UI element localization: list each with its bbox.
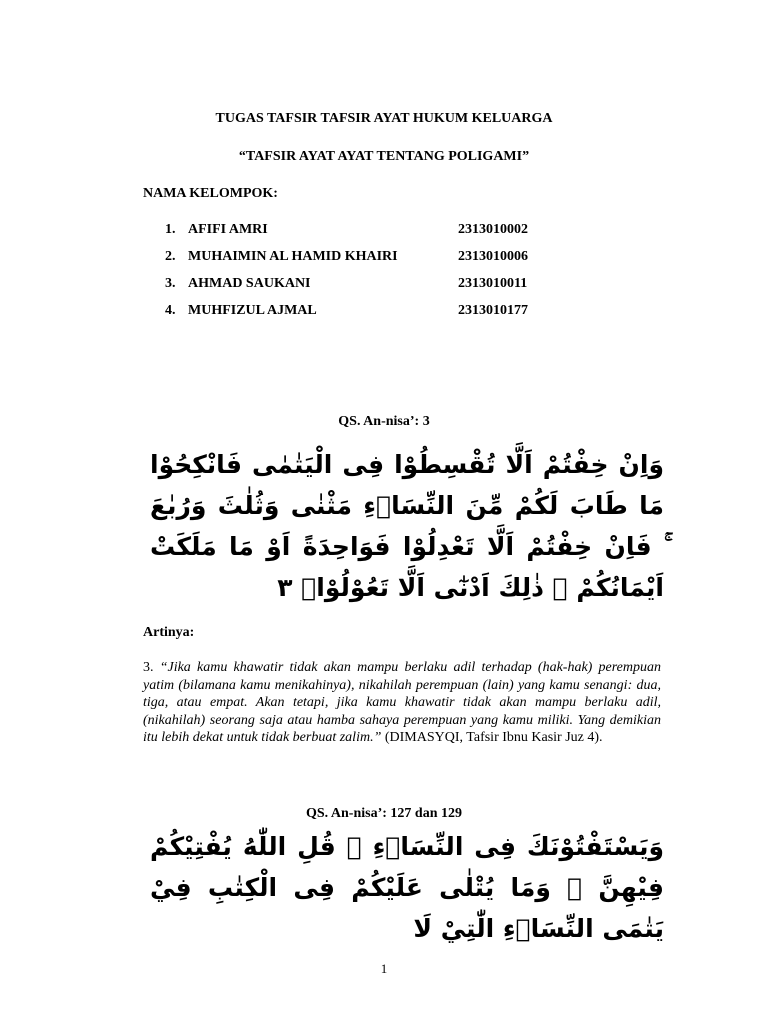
- arabic-verse: وَيَسْتَفْتُوْنَكَ فِى النِّسَاۤءِ ۗ قُلِ اللّٰهُ يُفْتِيْكُمْ فِيْهِنَّ ۙ وَمَا يُتْلٰى عَلَيْكُمْ فِى الْكِتٰبِ فِيْ يَتٰمَى النِّسَاۤءِ الّٰتِيْ لَا: [150, 832, 664, 943]
- member-number: 3.: [165, 276, 176, 291]
- member-name: AFIFI AMRI: [188, 222, 268, 237]
- member-number: 2.: [165, 249, 176, 264]
- document-title: TUGAS TAFSIR TAFSIR AYAT HUKUM KELUARGA: [215, 111, 553, 126]
- member-list: [165, 222, 585, 330]
- document-subtitle: “TAFSIR AYAT AYAT TENTANG POLIGAMI”: [238, 149, 530, 164]
- member-id: 2313010002: [458, 222, 528, 237]
- translation-paragraph: [143, 659, 661, 747]
- translation-source: (DIMASYQI, Tafsir Ibnu Kasir Juz 4).: [381, 730, 603, 745]
- group-heading: NAMA KELOMPOK:: [143, 186, 278, 201]
- list-item: [165, 249, 585, 276]
- member-id: 2313010177: [458, 303, 528, 318]
- section-title-qs-3: QS. An-nisa’: 3: [338, 414, 430, 429]
- translation-text: “Jika kamu khawatir tidak akan mampu berlaku adil terhadap (hak-hak) perempuan yatim (bilamana kamu menikahinya), nikahilah perempuan (lain) yang kamu senangi: dua, tiga, atau empat. Akan tetapi, jika kamu khawatir tidak akan mampu berlaku adil, (nikahilah) seorang saja atau hamba sahaya perempuan yang kamu miliki. Yang demikian itu lebih dekat untuk tidak berbuat zalim.”: [143, 660, 662, 745]
- page-number: 1: [380, 961, 388, 976]
- member-name: MUHAIMIN AL HAMID KHAIRI: [188, 249, 398, 264]
- member-number: 4.: [165, 303, 176, 318]
- list-item: [165, 303, 585, 330]
- member-id: 2313010006: [458, 249, 528, 264]
- member-name: MUHFIZUL AJMAL: [188, 303, 317, 318]
- member-number: 1.: [165, 222, 176, 237]
- member-name: AHMAD SAUKANI: [188, 276, 311, 291]
- section-title-qs-127-129: QS. An-nisa’: 127 dan 129: [306, 806, 462, 821]
- member-id: 2313010011: [458, 276, 528, 291]
- translation-number: 3.: [143, 660, 160, 675]
- list-item: [165, 222, 585, 249]
- list-item: [165, 276, 585, 303]
- translation-label: Artinya:: [143, 625, 195, 640]
- arabic-verse: وَاِنْ خِفْتُمْ اَلَّا تُقْسِطُوْا فِى الْيَتٰمٰى فَانْكِحُوْا مَا طَابَ لَكُمْ مِّنَ النِّسَاۤءِ مَثْنٰى وَثُلٰثَ وَرُبٰعَ ۚ فَاِنْ خِفْتُمْ اَلَّا تَعْدِلُوْا فَوَاحِدَةً اَوْ مَا مَلَكَتْ اَيْمَانُكُمْ ۗ ذٰلِكَ اَدْنٰٓى اَلَّا تَعُوْلُوْاۗ ٣: [150, 450, 664, 602]
